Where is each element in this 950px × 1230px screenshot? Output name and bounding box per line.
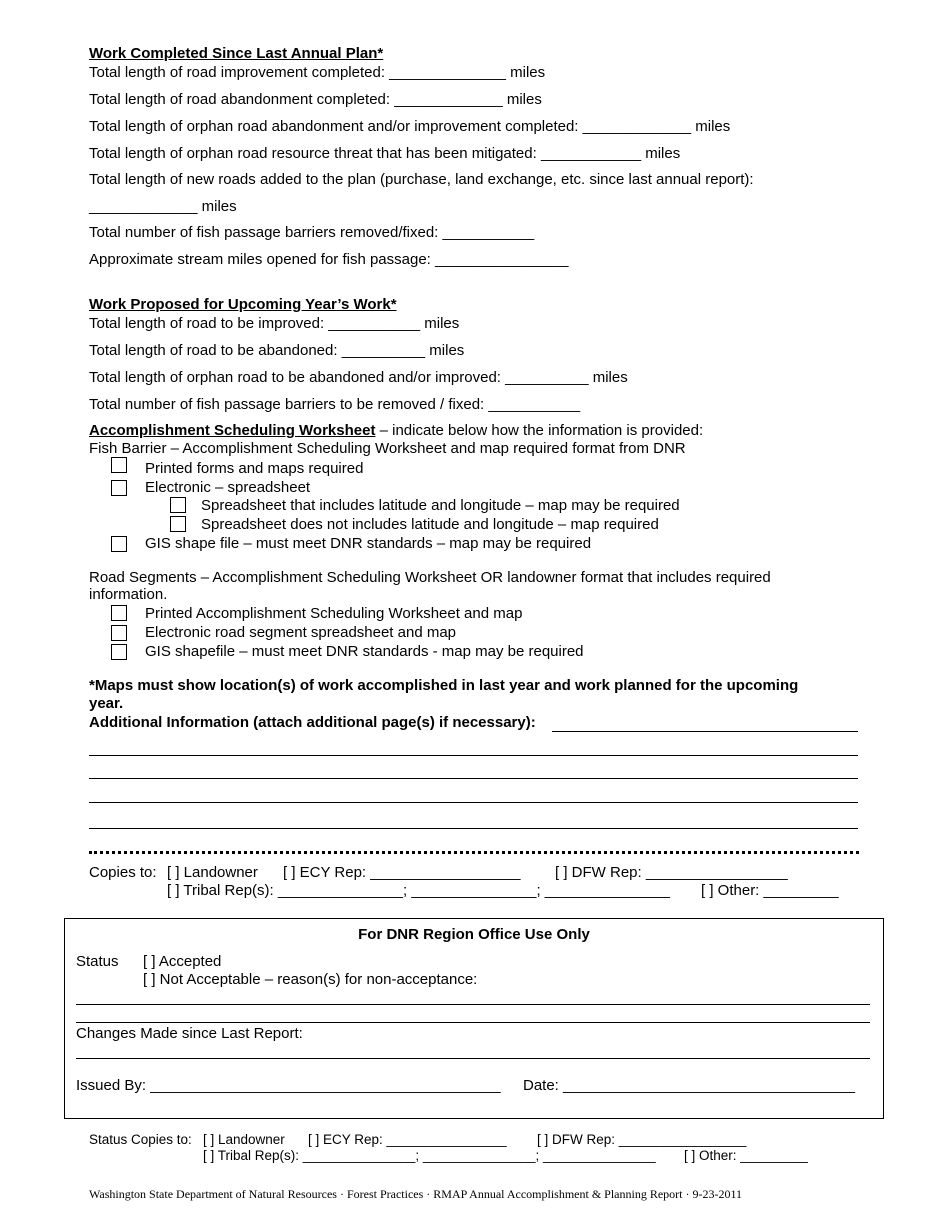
new-roads-added-label: Total length of new roads added to the plan (purchase, land exchange, etc. since last annual report):	[89, 171, 754, 188]
reason-line[interactable]	[76, 1022, 870, 1023]
additional-info-line[interactable]	[552, 731, 858, 732]
maps-note-line1: *Maps must show location(s) of work accomplished in last year and work planned for the upcoming	[89, 677, 799, 694]
accomplishment-heading-title: Accomplishment Scheduling Worksheet	[89, 422, 376, 439]
spreadsheet-no-latlong-checkbox[interactable]	[170, 516, 186, 532]
road-abandonment-completed-field[interactable]: Total length of road abandonment completed: _____________ miles	[89, 91, 542, 108]
copies-dfw-rep-field[interactable]: [ ] DFW Rep: _________________	[555, 864, 788, 881]
copies-other-field[interactable]: [ ] Other: _________	[701, 882, 839, 899]
electronic-road-segment-checkbox[interactable]	[111, 625, 127, 641]
electronic-road-segment-label: Electronic road segment spreadsheet and map	[145, 624, 457, 641]
orphan-threat-mitigated-field[interactable]: Total length of orphan road resource threat that has been mitigated: ____________ miles	[89, 145, 681, 162]
status-not-acceptable-field[interactable]: [ ] Not Acceptable – reason(s) for non-acceptance:	[143, 971, 478, 988]
changes-made-line[interactable]	[76, 1058, 870, 1059]
road-to-be-abandoned-field[interactable]: Total length of road to be abandoned: __________ miles	[89, 342, 465, 359]
new-roads-added-field[interactable]: _____________ miles	[89, 198, 237, 215]
issued-by-field[interactable]: Issued By: __________________________________________	[76, 1077, 501, 1094]
dotted-divider	[89, 851, 859, 854]
fish-barriers-to-remove-field[interactable]: Total number of fish passage barriers to be removed / fixed: ___________	[89, 396, 581, 413]
status-copies-other-field[interactable]: [ ] Other: _________	[684, 1148, 808, 1163]
work-completed-heading: Work Completed Since Last Annual Plan*	[89, 45, 384, 62]
gis-shapefile-label: GIS shapefile – must meet DNR standards - map may be required	[145, 643, 584, 660]
fish-barriers-removed-field[interactable]: Total number of fish passage barriers removed/fixed: ___________	[89, 224, 535, 241]
gis-shapefile-checkbox[interactable]	[111, 644, 127, 660]
status-copies-tribal-rep-field[interactable]: [ ] Tribal Rep(s): _______________; _______________; _______________	[203, 1148, 656, 1163]
status-copies-label: Status Copies to:	[89, 1132, 192, 1147]
copies-tribal-rep-field[interactable]: [ ] Tribal Rep(s): _______________; _______________; _______________	[167, 882, 670, 899]
spreadsheet-no-latlong-label: Spreadsheet does not includes latitude and longitude – map required	[201, 516, 659, 533]
printed-worksheet-label: Printed Accomplishment Scheduling Worksheet and map	[145, 605, 523, 622]
gis-shape-file-label: GIS shape file – must meet DNR standards – map may be required	[145, 535, 592, 552]
printed-worksheet-checkbox[interactable]	[111, 605, 127, 621]
status-copies-dfw-rep-field[interactable]: [ ] DFW Rep: _________________	[537, 1132, 747, 1147]
changes-made-label: Changes Made since Last Report:	[76, 1025, 303, 1042]
gis-shape-file-checkbox[interactable]	[111, 536, 127, 552]
road-segments-label-line1: Road Segments – Accomplishment Scheduling Worksheet OR landowner format that includes required	[89, 569, 771, 586]
additional-info-label: Additional Information (attach additional page(s) if necessary):	[89, 714, 536, 731]
maps-note-line2: year.	[89, 695, 124, 712]
road-segments-label-line2: information.	[89, 586, 168, 603]
work-proposed-heading: Work Proposed for Upcoming Year’s Work*	[89, 296, 397, 313]
status-copies-ecy-rep-field[interactable]: [ ] ECY Rep: ________________	[308, 1132, 507, 1147]
page-footer: Washington State Department of Natural Resources · Forest Practices · RMAP Annual Accomplishment & Planning Report · 9-23-2011	[89, 1187, 743, 1201]
spreadsheet-latlong-checkbox[interactable]	[170, 497, 186, 513]
accomplishment-heading-suffix: – indicate below how the information is provided:	[375, 422, 704, 439]
spreadsheet-latlong-label: Spreadsheet that includes latitude and longitude – map may be required	[201, 497, 680, 514]
fish-barrier-label: Fish Barrier – Accomplishment Scheduling Worksheet and map required format from DNR	[89, 440, 686, 457]
status-label: Status	[76, 953, 119, 970]
status-accepted-field[interactable]: [ ] Accepted	[143, 953, 222, 970]
electronic-spreadsheet-label: Electronic – spreadsheet	[145, 479, 311, 496]
date-field[interactable]: Date: ___________________________________	[523, 1077, 855, 1094]
additional-info-line[interactable]	[89, 828, 858, 829]
reason-line[interactable]	[76, 1004, 870, 1005]
stream-miles-opened-field[interactable]: Approximate stream miles opened for fish passage: ________________	[89, 251, 569, 268]
accomplishment-heading	[89, 422, 703, 439]
orphan-road-proposed-field[interactable]: Total length of orphan road to be abandoned and/or improved: __________ miles	[89, 369, 628, 386]
additional-info-line[interactable]	[89, 802, 858, 803]
additional-info-line[interactable]	[89, 778, 858, 779]
road-to-be-improved-field[interactable]: Total length of road to be improved: ___________ miles	[89, 315, 460, 332]
dnr-office-use-title: For DNR Region Office Use Only	[358, 926, 590, 943]
additional-info-line[interactable]	[89, 755, 858, 756]
copies-to-label: Copies to:	[89, 864, 157, 881]
status-copies-landowner-field[interactable]: [ ] Landowner	[203, 1132, 285, 1147]
orphan-road-completed-field[interactable]: Total length of orphan road abandonment and/or improvement completed: _____________ miles	[89, 118, 731, 135]
copies-ecy-rep-field[interactable]: [ ] ECY Rep: __________________	[283, 864, 521, 881]
printed-forms-label: Printed forms and maps required	[145, 460, 364, 477]
electronic-spreadsheet-checkbox[interactable]	[111, 480, 127, 496]
printed-forms-checkbox[interactable]	[111, 457, 127, 473]
copies-landowner-field[interactable]: [ ] Landowner	[167, 864, 258, 881]
road-improvement-completed-field[interactable]: Total length of road improvement completed: ______________ miles	[89, 64, 546, 81]
